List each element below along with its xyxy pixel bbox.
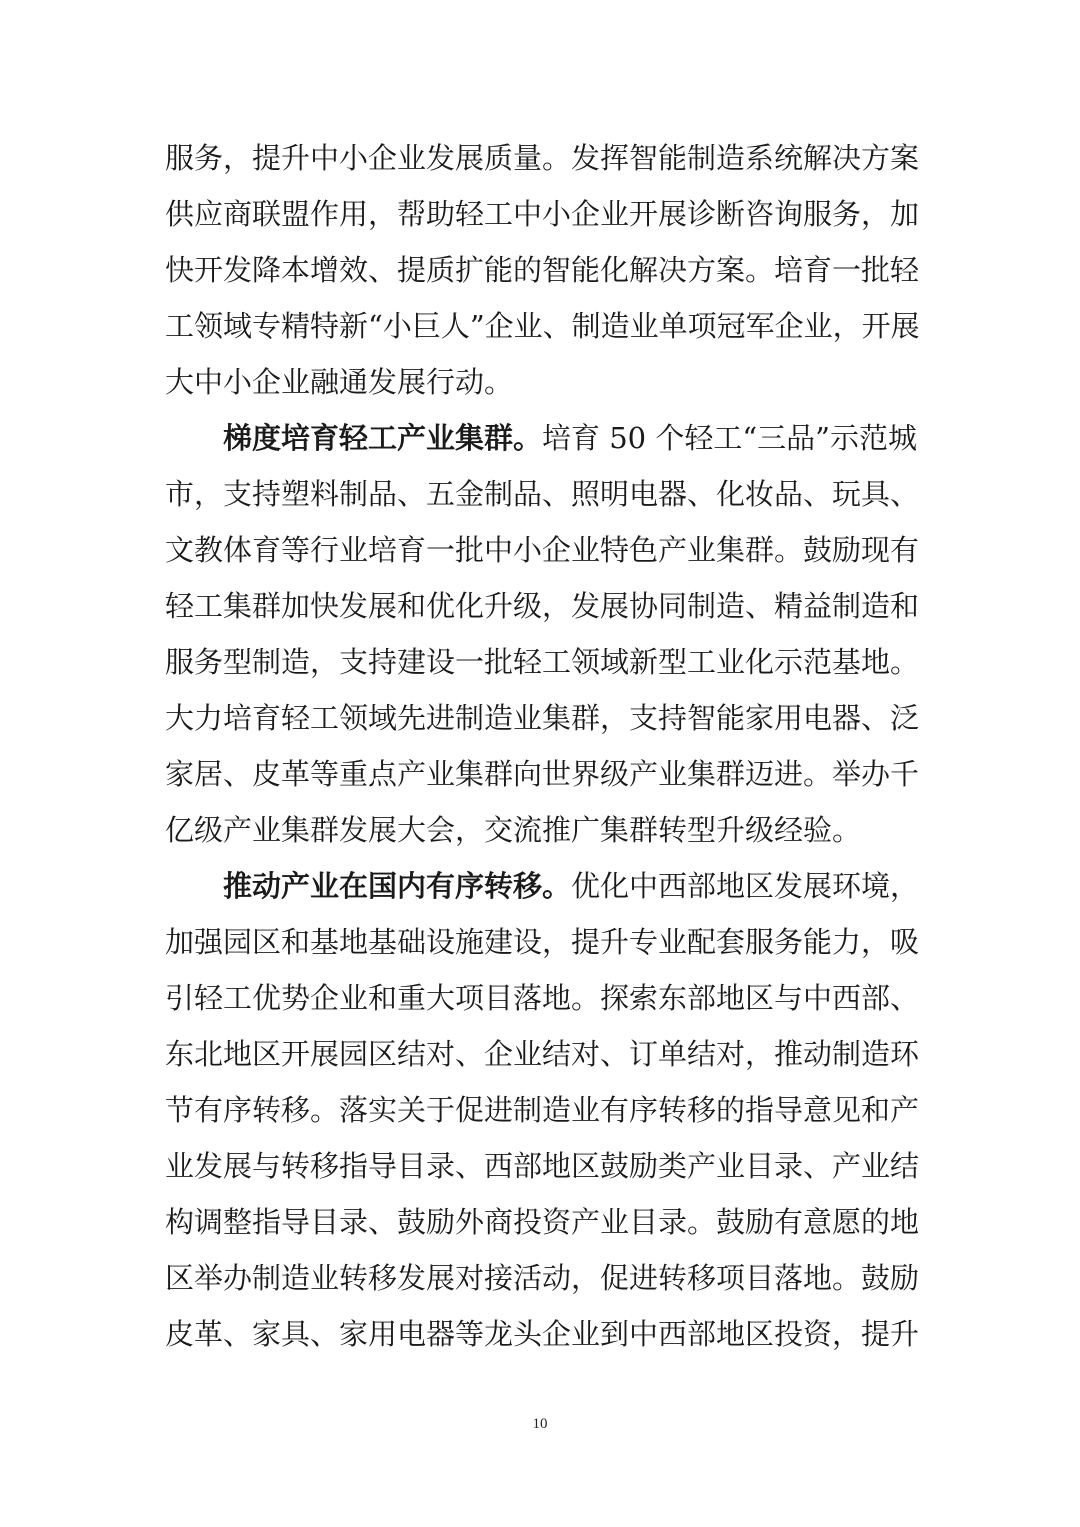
text-line: 文教体育等行业培育一批中小企业特色产业集群。鼓励现有: [165, 533, 920, 567]
text-line: 轻工集群加快发展和优化升级，发展协同制造、精益制造和: [165, 589, 920, 623]
text-line: 构调整指导目录、鼓励外商投资产业目录。鼓励有意愿的地: [165, 1205, 920, 1239]
text-line: 市，支持塑料制品、五金制品、照明电器、化妆品、玩具、: [165, 477, 920, 511]
paragraph-heading: 推动产业在国内有序转移。: [223, 869, 572, 903]
text-line: 皮革、家具、家用电器等龙头企业到中西部地区投资，提升: [165, 1317, 920, 1351]
text-span: 优化中西部地区发展环境，: [571, 869, 920, 903]
text-line: 服务型制造，支持建设一批轻工领域新型工业化示范基地。: [165, 645, 920, 679]
text-line: 加强园区和基地基础设施建设，提升专业配套服务能力，吸: [165, 925, 920, 959]
text-line: 东北地区开展园区结对、企业结对、订单结对，推动制造环: [165, 1037, 920, 1071]
paragraph-heading: 梯度培育轻工产业集群。: [223, 421, 543, 455]
text-line: 家居、皮革等重点产业集群向世界级产业集群迈进。举办千: [165, 757, 920, 791]
text-line: 节有序转移。落实关于促进制造业有序转移的指导意见和产: [165, 1093, 920, 1127]
text-line: 大力培育轻工领域先进制造业集群，支持智能家用电器、泛: [165, 701, 920, 735]
text-line: 供应商联盟作用，帮助轻工中小企业开展诊断咨询服务，加: [165, 197, 920, 231]
paragraph-first-line: [165, 410, 917, 466]
text-line: 大中小企业融通发展行动。: [165, 365, 514, 399]
text-line: 服务，提升中小企业发展质量。发挥智能制造系统解决方案: [165, 141, 920, 175]
text-line: 工领域专精特新“小巨人”企业、制造业单项冠军企业，开展: [165, 309, 920, 343]
text-span: 培育 50 个轻工“三品”示范城: [542, 421, 918, 455]
page-number: 10: [532, 1416, 548, 1432]
text-line: 引轻工优势企业和重大项目落地。探索东部地区与中西部、: [165, 981, 920, 1015]
text-line: 快开发降本增效、提质扩能的智能化解决方案。培育一批轻: [165, 253, 920, 287]
text-line: 亿级产业集群发展大会，交流推广集群转型升级经验。: [165, 813, 862, 847]
text-line: 区举办制造业转移发展对接活动，促进转移项目落地。鼓励: [165, 1261, 920, 1295]
body-text: [165, 130, 920, 1362]
text-line: 业发展与转移指导目录、西部地区鼓励类产业目录、产业结: [165, 1149, 920, 1183]
paragraph-first-line: [165, 858, 920, 914]
